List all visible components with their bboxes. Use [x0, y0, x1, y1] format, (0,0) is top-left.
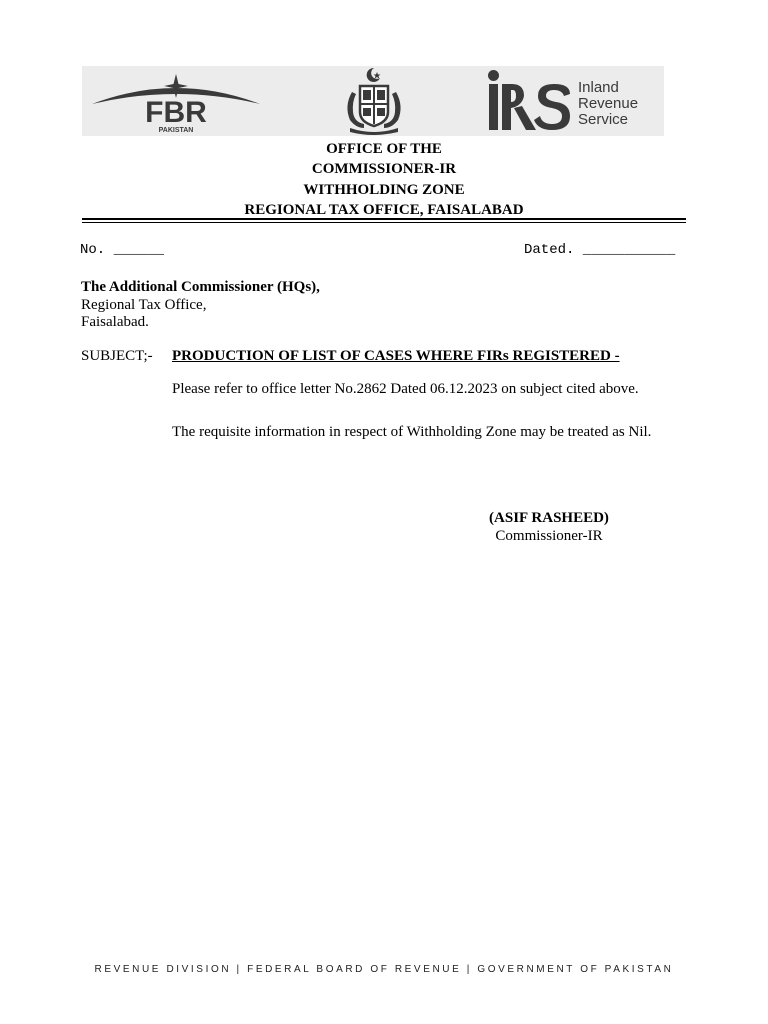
addressee-title: The Additional Commissioner (HQs), — [81, 279, 320, 295]
office-line: COMMISSIONER-IR — [311, 161, 457, 178]
fbr-logo — [88, 70, 264, 134]
office-header — [82, 139, 686, 220]
addressee-city: Faisalabad. — [81, 314, 149, 330]
reference-number: No. ______ — [80, 242, 165, 258]
reference-date: Dated. ___________ — [524, 242, 676, 258]
subject-label: SUBJECT;- — [81, 348, 153, 364]
fbr-logo-text: FBR — [145, 96, 207, 129]
office-line: OFFICE OF THE — [326, 141, 442, 157]
letterhead-logo-strip — [82, 66, 664, 136]
addressee-office: Regional Tax Office, — [81, 296, 207, 313]
subject-text: PRODUCTION OF LIST OF CASES WHERE FIRs REGISTERED - — [172, 348, 620, 364]
irs-logo-line3: Service — [578, 111, 629, 128]
irs-logo-line1: Inland — [578, 79, 619, 96]
irs-logo — [486, 68, 662, 134]
page-footer: REVENUE DIVISION | FEDERAL BOARD OF REVENUE | GOVERNMENT OF PAKISTAN — [94, 964, 674, 975]
office-line: WITHHOLDING ZONE — [303, 181, 465, 198]
body-paragraph: The requisite information in respect of Withholding Zone may be treated as Nil. — [172, 424, 652, 440]
fbr-logo-subtext: PAKISTAN — [158, 127, 194, 134]
office-line: REGIONAL TAX OFFICE, FAISALABAD — [244, 201, 524, 218]
signatory-block — [470, 509, 628, 545]
state-emblem-icon — [334, 66, 414, 136]
signatory-name: (ASIF RASHEED) — [489, 510, 609, 526]
signatory-designation: Commissioner-IR — [495, 528, 603, 544]
body-paragraph: Please refer to office letter No.2862 Dated 06.12.2023 on subject cited above. — [172, 381, 639, 397]
header-rule-thin — [82, 222, 686, 223]
header-rule-thick — [82, 218, 686, 220]
addressee-block — [81, 279, 320, 332]
irs-logo-line2: Revenue — [578, 95, 639, 112]
